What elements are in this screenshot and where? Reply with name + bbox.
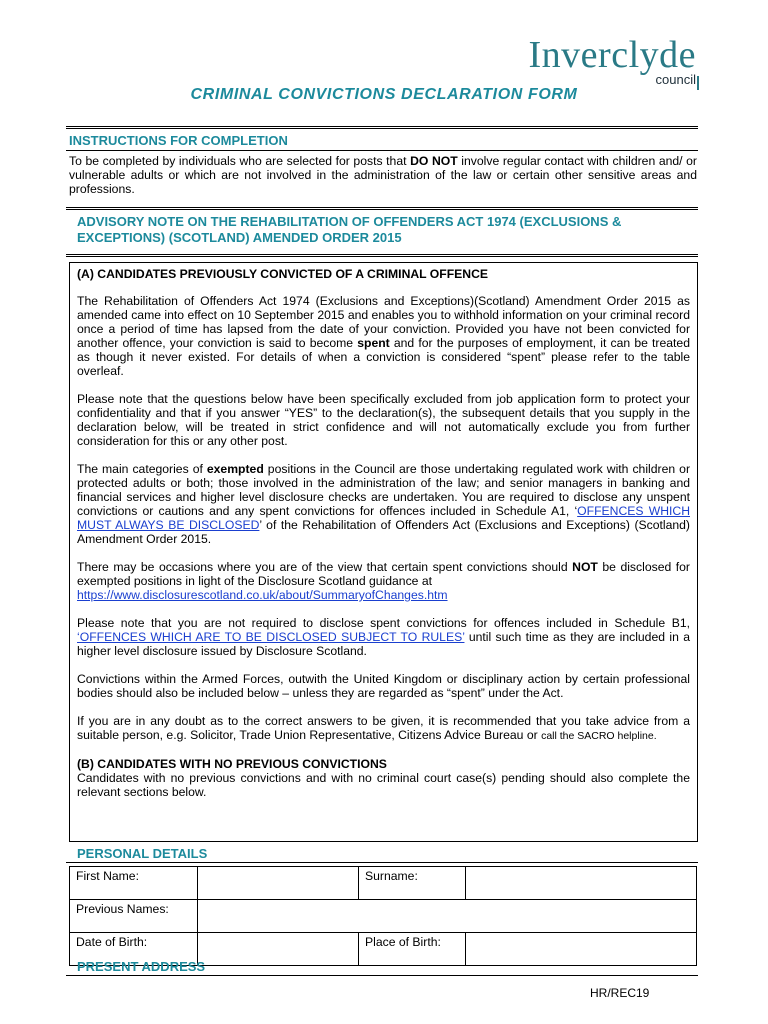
previous-names-label: Previous Names: — [70, 900, 198, 933]
present-address-heading: PRESENT ADDRESS — [77, 959, 206, 974]
paragraph-spent: The Rehabilitation of Offenders Act 1974 (Exclusions and Exceptions)(Scotland) Amendment Order 2015 as amended came into effect on 10 September 2015 and enables you to withhold information on your criminal record once a period of time has lapsed from the date of your conviction. Provided you have not been convicted for another offence, your conviction is said to become spent and for the purposes of employment, it can be treated as though it never existed. For details of when a conviction is considered “spent” please refer to the table overleaf. — [77, 294, 690, 378]
dob-label: Date of Birth: — [70, 933, 198, 966]
instructions-text: To be completed by individuals who are selected for posts that DO NOT involve regular contact with children and/ or vulnerable adults or which are not involved in the administration of the law or certain other sensitive areas and professions. — [69, 154, 697, 196]
advisory-box — [69, 262, 698, 842]
personal-details-heading: PERSONAL DETAILS — [77, 846, 208, 861]
divider — [66, 207, 698, 210]
pob-label: Place of Birth: — [359, 933, 466, 966]
schedule-b1-link[interactable]: ‘OFFENCES WHICH ARE TO BE DISCLOSED SUBJECT TO RULES’ — [77, 630, 465, 644]
dob-input[interactable] — [198, 933, 359, 966]
instructions-heading: INSTRUCTIONS FOR COMPLETION — [69, 133, 288, 148]
surname-input[interactable] — [466, 867, 697, 900]
form-code: HR/REC19 — [590, 986, 650, 1000]
disclosure-scotland-link[interactable]: https://www.disclosurescotland.co.uk/about/SummaryofChanges.htm — [77, 588, 448, 602]
section-b-heading: (B) CANDIDATES WITH NO PREVIOUS CONVICTIONS — [77, 757, 387, 771]
personal-details-table — [69, 866, 697, 966]
advisory-heading: ADVISORY NOTE ON THE REHABILITATION OF OFFENDERS ACT 1974 (EXCLUSIONS & EXCEPTIONS) (SCOTLAND) AMENDED ORDER 2015 — [77, 214, 622, 245]
surname-label: Surname: — [359, 867, 466, 900]
divider — [66, 150, 698, 151]
divider — [66, 254, 698, 257]
divider — [66, 126, 698, 129]
paragraph-armed-forces: Convictions within the Armed Forces, outwith the United Kingdom or disciplinary action by certain professional bodies should also be included below – unless they are regarded as “spent” under the Act. — [77, 672, 690, 700]
paragraph-no-convictions: Candidates with no previous convictions and with no criminal court case(s) pending should also complete the relevant sections below. — [77, 771, 690, 799]
divider — [66, 862, 698, 863]
divider — [66, 975, 698, 976]
pob-input[interactable] — [466, 933, 697, 966]
council-logo — [529, 36, 696, 86]
paragraph-exempted: The main categories of exempted positions in the Council are those undertaking regulated work with children or protected adults or both; those involved in the administration of the law; and senior managers in banking and financial services and higher level disclosure checks are undertaken. You are required to disclose any unspent convictions or cautions and any spent convictions for offences included in Schedule A1, ‘OFFENCES WHICH MUST ALWAYS BE DISCLOSED’ of the Rehabilitation of Offenders Act (Exclusions and Exceptions) (Scotland) Amendment Order 2015. — [77, 462, 690, 546]
first-name-label: First Name: — [70, 867, 198, 900]
logo-sub: council — [655, 72, 696, 87]
paragraph-schedule-b1: Please note that you are not required to disclose spent convictions for offences included in Schedule B1, ‘OFFENCES WHICH ARE TO BE DISCLOSED SUBJECT TO RULES’ until such time as they are included in a higher level disclosure issued by Disclosure Scotland. — [77, 616, 690, 658]
previous-names-input[interactable] — [198, 900, 697, 933]
first-name-input[interactable] — [198, 867, 359, 900]
schedule-a1-link[interactable]: OFFENCES WHICH MUST ALWAYS BE DISCLOSED — [77, 504, 690, 532]
page-title: CRIMINAL CONVICTIONS DECLARATION FORM — [190, 86, 578, 103]
section-a-heading: (A) CANDIDATES PREVIOUSLY CONVICTED OF A CRIMINAL OFFENCE — [77, 267, 489, 281]
paragraph-confidentiality: Please note that the questions below have been specifically excluded from job application form to protect your confidentiality and that if you answer “YES” to the declaration(s), the subsequent details that you supply in the declaration below, will be treated in strict confidence and will not automatically exclude you from further consideration for this or any other post. — [77, 392, 690, 448]
logo-name: Inverclyde — [528, 34, 696, 76]
paragraph-guidance: There may be occasions where you are of the view that certain spent convictions should NOT be disclosed for exempted positions in light of the Disclosure Scotland guidance at https://www.disclosurescotland.co.uk/about/SummaryofChanges.htm — [77, 560, 690, 602]
paragraph-advice: If you are in any doubt as to the correct answers to be given, it is recommended that you take advice from a suitable person, e.g. Solicitor, Trade Union Representative, Citizens Advice Bureau or call the SACRO helpline. — [77, 714, 690, 742]
